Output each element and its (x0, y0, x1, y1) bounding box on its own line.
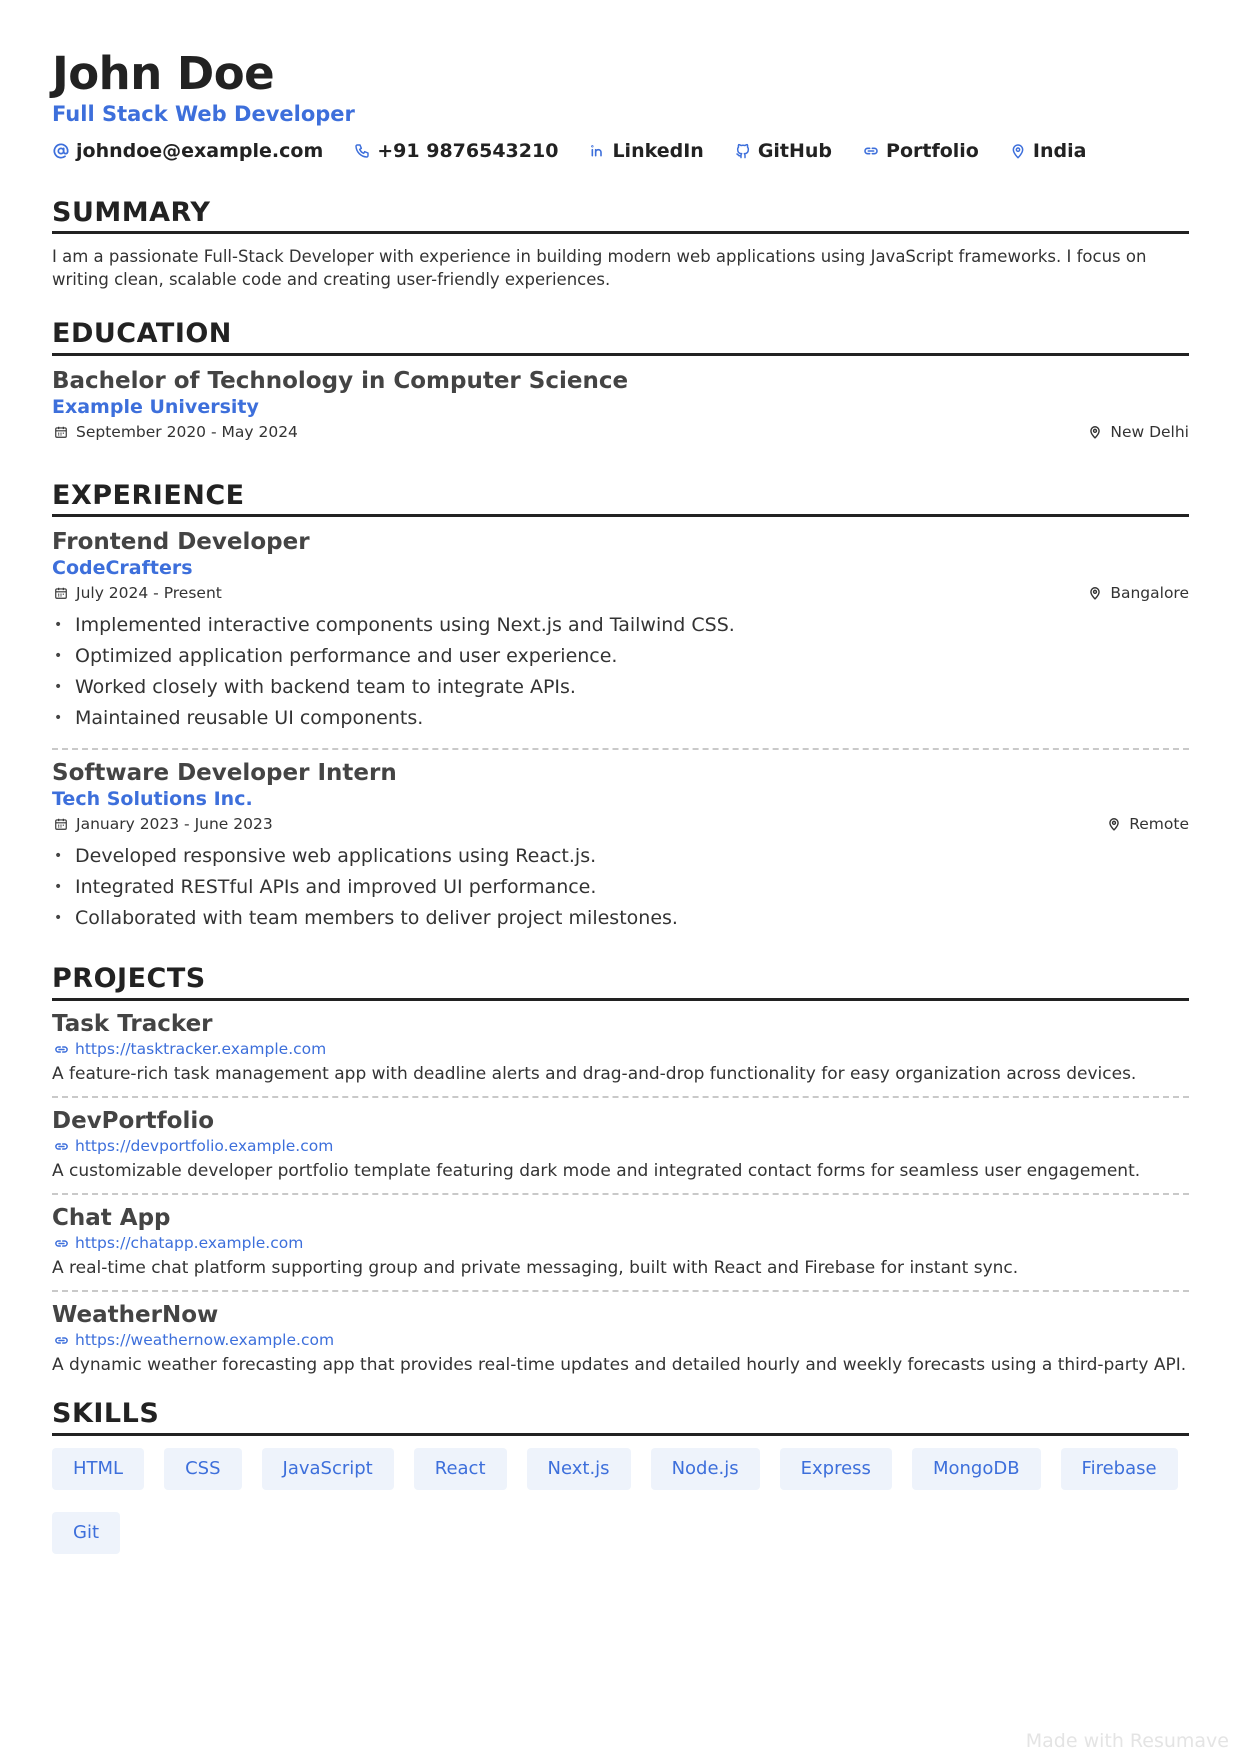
project-entry (52, 1302, 1189, 1375)
project-description: A customizable developer portfolio template featuring dark mode and integrated contact forms for seamless user engagement. (52, 1161, 1141, 1182)
project-description: A feature-rich task management app with deadline alerts and drag-and-drop functionality for easy organization across devices. (52, 1064, 1137, 1085)
experience-section (52, 481, 1189, 935)
project-name: Task Tracker (52, 1011, 213, 1038)
project-url[interactable]: https://tasktracker.example.com (75, 1040, 327, 1059)
entry-dates (52, 584, 222, 602)
list-item: • Developed responsive web applications using React.js. (52, 841, 1189, 872)
contact-linkedin[interactable] (588, 140, 703, 162)
linkedin-icon (588, 142, 606, 160)
divider (52, 1193, 1189, 1195)
entry-meta (52, 815, 1189, 833)
calendar-icon (52, 584, 70, 602)
entry-dates (52, 423, 298, 441)
contact-phone[interactable] (353, 140, 558, 162)
link-icon (52, 1234, 70, 1252)
location-icon (1105, 815, 1123, 833)
location-text: Remote (1129, 815, 1189, 834)
contact-bar (52, 140, 1189, 162)
entry-dates (52, 815, 273, 833)
experience-entry (52, 760, 1189, 934)
skill-chip: Next.js (527, 1448, 631, 1490)
skill-chip: Node.js (651, 1448, 760, 1490)
job-role: Frontend Developer (52, 529, 310, 556)
project-entry (52, 1011, 1189, 1084)
project-url[interactable]: https://weathernow.example.com (75, 1331, 335, 1350)
experience-entry (52, 529, 1189, 734)
skills-section (52, 1399, 1189, 1554)
link-icon (52, 1331, 70, 1349)
location-text: Bangalore (1110, 584, 1189, 603)
project-description: A real-time chat platform supporting group and private messaging, built with React and Firebase for instant sync. (52, 1258, 1019, 1279)
location-text: New Delhi (1110, 422, 1189, 441)
project-name: WeatherNow (52, 1302, 219, 1329)
github-icon (734, 142, 752, 160)
bullet-list (52, 610, 1189, 734)
section-title: SUMMARY (52, 198, 1189, 235)
link-icon (52, 1040, 70, 1058)
degree: Bachelor of Technology in Computer Science (52, 367, 629, 394)
location-icon (1086, 423, 1104, 441)
contact-linkedin-text: LinkedIn (612, 139, 704, 162)
contact-location (1009, 140, 1087, 162)
contact-email-text: johndoe@example.com (76, 139, 324, 162)
divider (52, 748, 1189, 750)
project-link[interactable] (52, 1331, 1189, 1349)
contact-portfolio[interactable] (862, 140, 979, 162)
location-icon (1009, 142, 1027, 160)
person-name: John Doe (52, 47, 275, 100)
skill-chip: Express (780, 1448, 892, 1490)
list-item: • Implemented interactive components using Next.js and Tailwind CSS. (52, 610, 1189, 641)
skill-chip: CSS (164, 1448, 241, 1490)
list-item: • Worked closely with backend team to integrate APIs. (52, 672, 1189, 703)
location-icon (1086, 584, 1104, 602)
at-icon (52, 142, 70, 160)
contact-email[interactable] (52, 140, 323, 162)
contact-location-text: India (1032, 139, 1087, 162)
divider (52, 1290, 1189, 1292)
project-description: A dynamic weather forecasting app that provides real-time updates and detailed hourly and weekly forecasts using a third-party API. (52, 1355, 1187, 1376)
list-item: • Collaborated with team members to deliver project milestones. (52, 903, 1189, 934)
job-role: Software Developer Intern (52, 760, 397, 787)
dates-text: July 2024 - Present (76, 584, 222, 603)
entry-meta (52, 584, 1189, 602)
section-title: PROJECTS (52, 964, 1189, 1001)
entry-location (1086, 584, 1189, 602)
skills-list (52, 1448, 1189, 1554)
company: CodeCrafters (52, 557, 193, 580)
job-title: Full Stack Web Developer (52, 101, 355, 126)
link-icon (862, 142, 880, 160)
summary-text: I am a passionate Full-Stack Developer with experience in building modern web applications using JavaScript frameworks. I focus on writing clean, scalable code and creating user-friendly experiences. (52, 247, 1147, 289)
section-title: EDUCATION (52, 319, 1189, 356)
project-entry (52, 1205, 1189, 1278)
list-item: • Maintained reusable UI components. (52, 703, 1189, 734)
entry-location (1086, 423, 1189, 441)
summary-section (52, 198, 1189, 291)
skill-chip: JavaScript (262, 1448, 394, 1490)
section-title: SKILLS (52, 1399, 1189, 1436)
footer-watermark: Made with Resumave (1025, 1730, 1229, 1752)
project-name: Chat App (52, 1205, 171, 1232)
dates-text: January 2023 - June 2023 (76, 815, 273, 834)
dates-text: September 2020 - May 2024 (76, 422, 298, 441)
skill-chip: MongoDB (912, 1448, 1041, 1490)
entry-meta (52, 423, 1189, 441)
project-link[interactable] (52, 1137, 1189, 1155)
contact-phone-text: +91 9876543210 (377, 139, 559, 162)
company: Tech Solutions Inc. (52, 788, 253, 811)
project-entry (52, 1108, 1189, 1181)
calendar-icon (52, 815, 70, 833)
calendar-icon (52, 423, 70, 441)
skill-chip: React (414, 1448, 507, 1490)
education-section (52, 319, 1189, 441)
section-title: EXPERIENCE (52, 481, 1189, 518)
list-item: • Integrated RESTful APIs and improved UI performance. (52, 872, 1189, 903)
link-icon (52, 1137, 70, 1155)
contact-portfolio-text: Portfolio (886, 139, 979, 162)
list-item: • Optimized application performance and user experience. (52, 641, 1189, 672)
project-url[interactable]: https://chatapp.example.com (75, 1234, 304, 1253)
entry-location (1105, 815, 1189, 833)
phone-icon (353, 142, 371, 160)
education-entry (52, 368, 1189, 441)
project-link[interactable] (52, 1234, 1189, 1252)
projects-section (52, 964, 1189, 1375)
skill-chip: HTML (52, 1448, 144, 1490)
contact-github[interactable] (734, 140, 832, 162)
resume-page (52, 48, 1189, 1554)
project-url[interactable]: https://devportfolio.example.com (75, 1137, 334, 1156)
project-link[interactable] (52, 1040, 1189, 1058)
school: Example University (52, 395, 259, 418)
project-name: DevPortfolio (52, 1108, 215, 1135)
skill-chip: Git (52, 1512, 120, 1554)
bullet-list (52, 841, 1189, 934)
contact-github-text: GitHub (757, 139, 833, 162)
divider (52, 1096, 1189, 1098)
skill-chip: Firebase (1061, 1448, 1178, 1490)
